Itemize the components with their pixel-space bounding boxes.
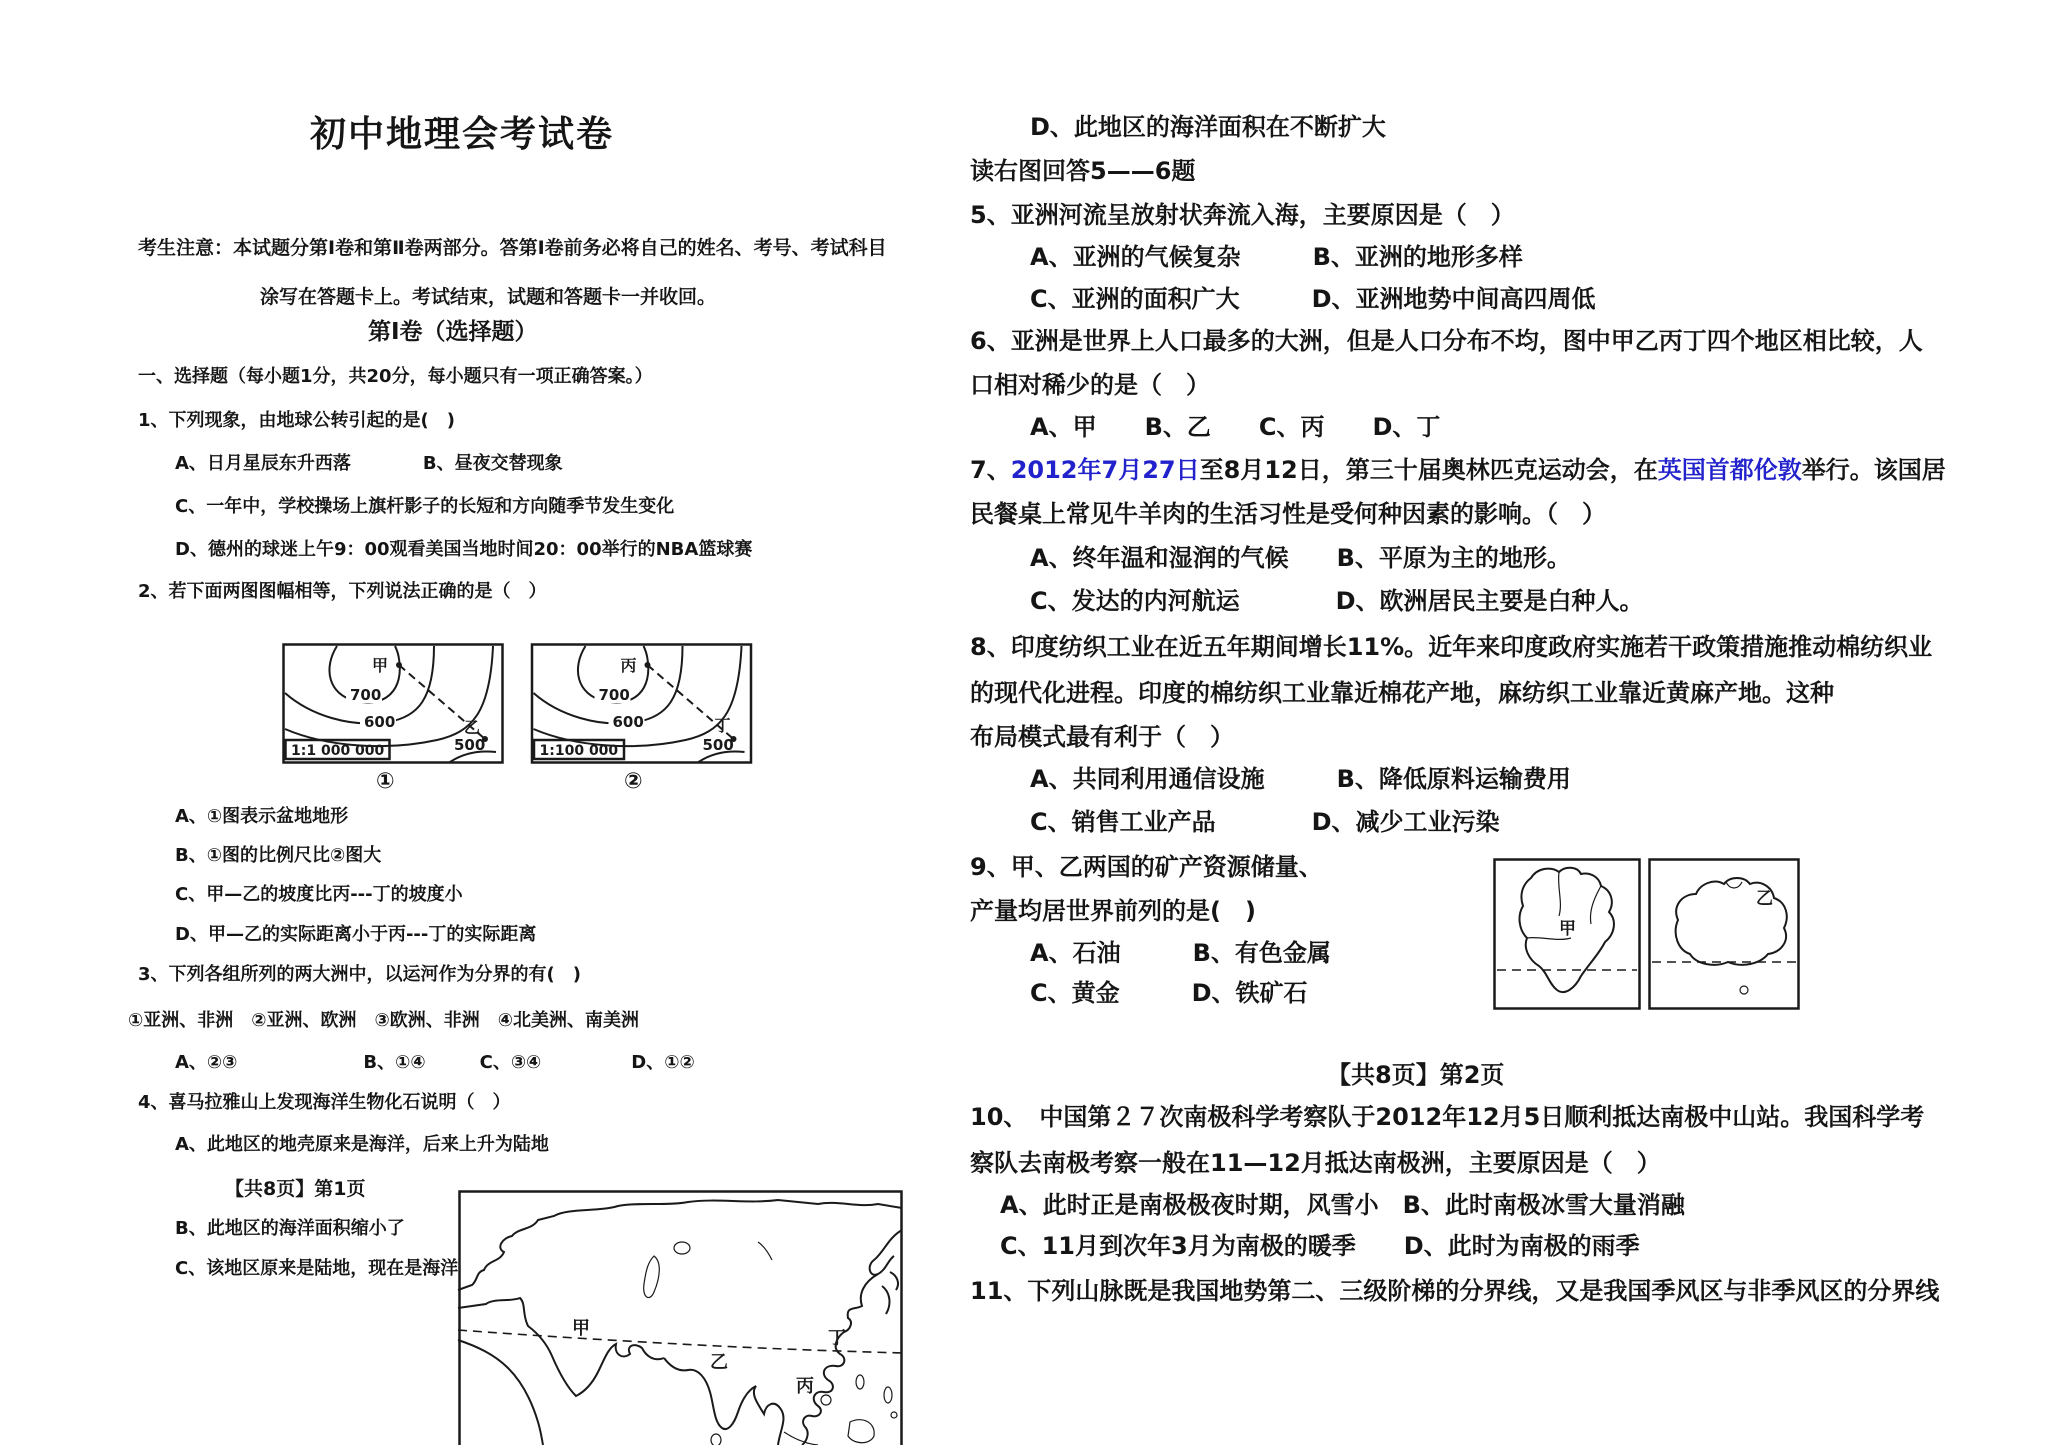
- q8-option-ab: A、共同利用通信设施 B、降低原料运输费用: [1030, 765, 1571, 793]
- figure1-tag: ①: [376, 769, 395, 794]
- q9-stem-line1: 9、甲、乙两国的矿产资源储量、: [970, 853, 1323, 881]
- q7-london-highlight: 英国首都伦敦: [1657, 456, 1802, 484]
- q10-stem-line1: 10、 中国第２７次南极科学考察队于2012年12月5日顺利抵达南极中山站。我国科学考: [970, 1103, 1925, 1131]
- brazil-label-jia: 甲: [1559, 919, 1576, 939]
- page2-footer: 【共8页】第2页: [1327, 1061, 1505, 1089]
- q5-stem: 5、亚洲河流呈放射状奔流入海，主要原因是（ ）: [970, 201, 1515, 229]
- asia-region-ding: 丁: [828, 1328, 846, 1349]
- q7-stem-line1: [970, 455, 1946, 485]
- contour2-label-500: 500: [702, 736, 734, 754]
- asia-region-bing: 丙: [796, 1376, 814, 1397]
- q5-option-cd: C、亚洲的面积广大 D、亚洲地势中间高四周低: [1030, 285, 1596, 313]
- asia-region-yi: 乙: [710, 1352, 728, 1373]
- q8-stem-line2: 的现代化进程。印度的棉纺织工业靠近棉花产地，麻纺织工业靠近黄麻产地。这种: [970, 679, 1834, 707]
- contour1-point-jia: 甲: [372, 656, 389, 675]
- q2-option-d: D、甲—乙的实际距离小于丙---丁的实际距离: [175, 924, 537, 945]
- q4-option-b: B、此地区的海洋面积缩小了: [175, 1218, 405, 1239]
- contour2-label-600: 600: [612, 713, 644, 731]
- q8-option-cd: C、销售工业产品 D、减少工业污染: [1030, 808, 1500, 836]
- contour2-point-bing: 丙: [620, 656, 637, 675]
- page-title: 初中地理会考试卷: [310, 114, 615, 155]
- contour-map-figure-1: [282, 643, 504, 764]
- exam-notice-line1: 考生注意：本试题分第Ⅰ卷和第Ⅱ卷两部分。答第Ⅰ卷前务必将自己的姓名、考号、考试科目: [138, 237, 887, 259]
- q7-text-mid: 至8月12日，第三十届奥林匹克运动会，在: [1199, 456, 1658, 484]
- contour1-label-700: 700: [350, 686, 382, 704]
- q3-options: A、②③ B、①④ C、③④ D、①②: [175, 1052, 695, 1073]
- contour1-label-500: 500: [454, 736, 486, 754]
- contour-map-figure-2: [530, 643, 753, 764]
- asia-region-jia: 甲: [572, 1318, 590, 1339]
- part-intro: 一、选择题（每小题1分，共20分，每小题只有一项正确答案。）: [138, 366, 653, 387]
- contour2-label-700: 700: [598, 686, 630, 704]
- contour1-point-yi: 乙: [464, 718, 481, 737]
- contour1-scale: 1:1 000 000: [291, 743, 385, 759]
- q1-option-d: D、德州的球迷上午9：00观看美国当地时间20：00举行的NBA篮球赛: [175, 539, 753, 560]
- figure2-tag: ②: [624, 769, 643, 794]
- q1-stem: 1、下列现象，由地球公转引起的是( ): [138, 410, 455, 431]
- contour1-label-600: 600: [364, 713, 396, 731]
- q7-option-ab: A、终年温和湿润的气候 B、平原为主的地形。: [1030, 544, 1571, 572]
- brazil-map-figure: [1493, 858, 1641, 1010]
- q4-option-c: C、该地区原来是陆地，现在是海洋: [175, 1258, 459, 1279]
- q1-option-c: C、一年中，学校操场上旗杆影子的长短和方向随季节发生变化: [175, 496, 675, 517]
- q10-option-ab: A、此时正是南极极夜时期，风雪小 B、此时南极冰雪大量消融: [1000, 1191, 1685, 1219]
- q7-text-end: 举行。该国居: [1801, 456, 1946, 484]
- page1-footer: 【共8页】第1页: [225, 1178, 366, 1200]
- q2-option-a: A、①图表示盆地地形: [175, 806, 349, 827]
- q7-option-cd: C、发达的内河航运 D、欧洲居民主要是白种人。: [1030, 587, 1644, 615]
- q4-option-a: A、此地区的地壳原来是海洋，后来上升为陆地: [175, 1134, 549, 1155]
- section-heading: 第Ⅰ卷（选择题）: [368, 319, 538, 345]
- q2-option-b: B、①图的比例尺比②图大: [175, 845, 382, 866]
- q8-stem-line3: 布局模式最有利于（ ）: [970, 723, 1234, 751]
- read-figure-note: 读右图回答5——6题: [970, 157, 1196, 185]
- q9-option-ab: A、石油 B、有色金属: [1030, 939, 1331, 967]
- australia-map-figure: [1648, 858, 1800, 1010]
- exam-notice-line2: 涂写在答题卡上。考试结束，试题和答题卡一并收回。: [260, 286, 717, 308]
- q4-option-d: D、此地区的海洋面积在不断扩大: [1030, 113, 1386, 141]
- q2-option-c: C、甲—乙的坡度比丙---丁的坡度小: [175, 884, 463, 905]
- q9-stem-line2: 产量均居世界前列的是( ): [970, 897, 1256, 925]
- q7-stem-line2: 民餐桌上常见牛羊肉的生活习性是受何种因素的影响。（ ）: [970, 500, 1606, 528]
- contour2-point-ding: 丁: [714, 716, 731, 735]
- q11-stem: 11、下列山脉既是我国地势第二、三级阶梯的分界线，又是我国季风区与非季风区的分界线: [970, 1277, 1940, 1305]
- q6-stem-line1: 6、亚洲是世界上人口最多的大洲，但是人口分布不均，图中甲乙丙丁四个地区相比较，人: [970, 327, 1923, 355]
- q3-items: ①亚洲、非洲 ②亚洲、欧洲 ③欧洲、非洲 ④北美洲、南美洲: [128, 1010, 639, 1031]
- q7-date-highlight: 2012年7月27日: [1010, 456, 1200, 484]
- q6-stem-line2: 口相对稀少的是（ ）: [970, 371, 1210, 399]
- q4-stem: 4、喜马拉雅山上发现海洋生物化石说明（ ）: [138, 1092, 511, 1113]
- contour2-scale: 1:100 000: [539, 743, 619, 759]
- q1-option-ab: A、日月星辰东升西落 B、昼夜交替现象: [175, 453, 563, 474]
- asia-map-figure: [458, 1190, 903, 1445]
- q10-stem-line2: 察队去南极考察一般在11—12月抵达南极洲，主要原因是（ ）: [970, 1149, 1661, 1177]
- q10-option-cd: C、11月到次年3月为南极的暖季 D、此时为南极的雨季: [1000, 1232, 1640, 1260]
- q7-number: 7、: [970, 456, 1011, 484]
- q8-stem-line1: 8、印度纺织工业在近五年期间增长11%。近年来印度政府实施若干政策措施推动棉纺织业: [970, 633, 1933, 661]
- q3-stem: 3、下列各组所列的两大洲中，以运河作为分界的有( ): [138, 964, 581, 985]
- q9-option-cd: C、黄金 D、铁矿石: [1030, 979, 1308, 1007]
- q5-option-ab: A、亚洲的气候复杂 B、亚洲的地形多样: [1030, 243, 1523, 271]
- q6-options: A、甲 B、乙 C、丙 D、丁: [1030, 413, 1441, 441]
- australia-label-yi: 乙: [1756, 889, 1773, 909]
- q2-stem: 2、若下面两图图幅相等，下列说法正确的是（ ）: [138, 581, 547, 602]
